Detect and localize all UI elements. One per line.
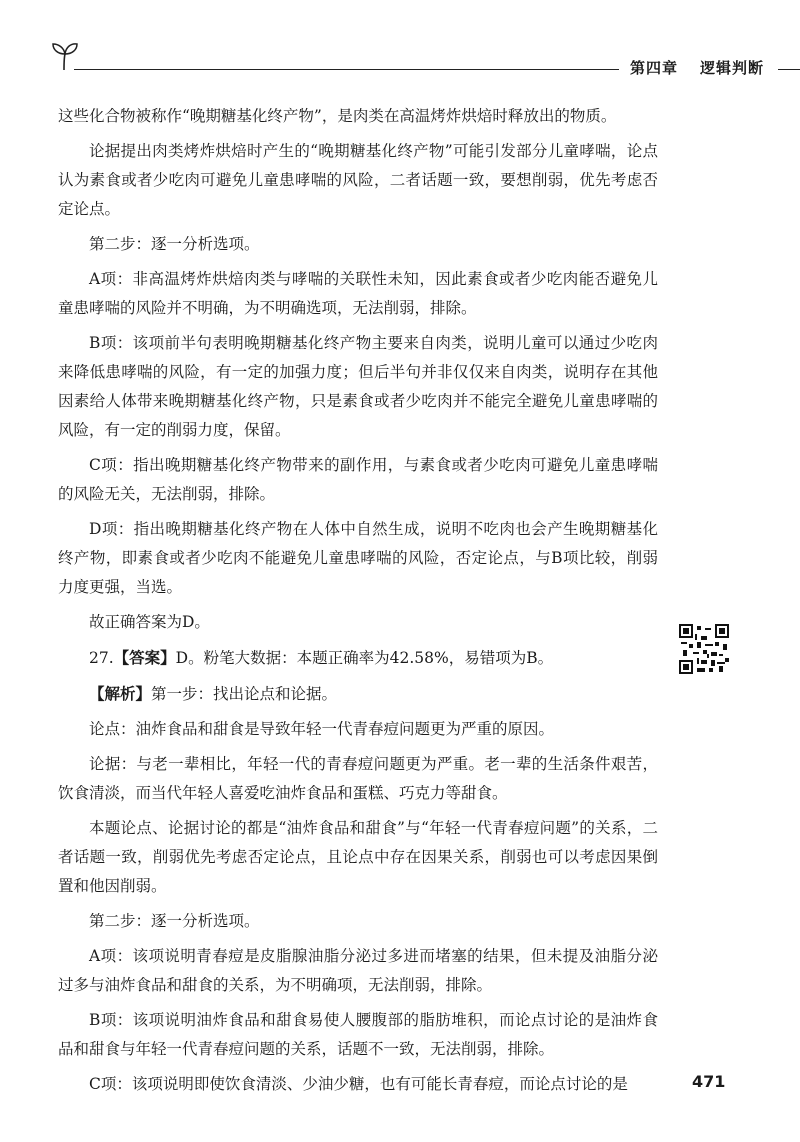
paragraph: 这些化合物被称作“晚期糖基化终产物”，是肉类在高温烤炸烘焙时释放出的物质。: [58, 107, 617, 125]
option-c-paragraph: C项：指出晚期糖基化终产物带来的副作用，与素食或者少吃肉可避免儿童患哮喘的风险无关，无法削弱，排除。: [58, 456, 658, 503]
page-number: 471: [692, 1072, 726, 1091]
page-body: [58, 102, 658, 1105]
paragraph: 第二步：逐一分析选项。: [89, 912, 260, 930]
question-number: 27.: [89, 649, 114, 667]
option-b-paragraph: B项：该项前半句表明晚期糖基化终产物主要来自肉类，说明儿童可以通过少吃肉来降低患哮喘的风险，有一定的加强力度；但后半句并非仅仅来自肉类，说明存在其他因素给人体带来晚期糖基化终产物，只是素食或者少吃肉并不能完全避免儿童患哮喘的风险，有一定的削弱力度，保留。: [58, 334, 658, 439]
answer-conclusion: 故正确答案为D。: [89, 613, 210, 631]
qr-code-icon: [679, 624, 729, 674]
paragraph: 论点：油炸食品和甜食是导致年轻一代青春痘问题更为严重的原因。: [89, 720, 555, 738]
option-a-paragraph: A项：非高温烤炸烘焙肉类与哮喘的关联性未知，因此素食或者少吃肉能否避免儿童患哮喘的风险并不明确，为不明确选项，无法削弱，排除。: [58, 270, 658, 317]
option-a-paragraph: A项：该项说明青春痘是皮脂腺油脂分泌过多进而堵塞的结果，但未提及油脂分泌过多与油炸食品和甜食的关系，为不明确项，无法削弱，排除。: [58, 947, 658, 994]
paragraph: 论据：与老一辈相比，年轻一代的青春痘问题更为严重。老一辈的生活条件艰苦，饮食清淡，而当代年轻人喜爱吃油炸食品和蛋糕、巧克力等甜食。: [58, 755, 658, 802]
paragraph: 论据提出肉类烤炸烘焙时产生的“晚期糖基化终产物”可能引发部分儿童哮喘，论点认为素食或者少吃肉可避免儿童患哮喘的风险，二者话题一致，要想削弱，优先考虑否定论点。: [58, 142, 658, 218]
header-rule-right: [778, 69, 800, 70]
paragraph: 第二步：逐一分析选项。: [89, 235, 260, 253]
sprout-icon: [50, 40, 80, 72]
paragraph: 本题论点、论据讨论的都是“油炸食品和甜食”与“年轻一代青春痘问题”的关系，二者话题一致，削弱优先考虑否定论点，且论点中存在因果关系，削弱也可以考虑因果倒置和他因削弱。: [58, 819, 658, 895]
section-title: 逻辑判断: [700, 59, 765, 77]
analysis-text: 第一步：找出论点和论据。: [151, 685, 338, 703]
page-header: [40, 40, 790, 80]
answer-label: 【答案】: [113, 648, 176, 667]
chapter-title: 第四章: [630, 59, 679, 77]
option-d-paragraph: D项：指出晚期糖基化终产物在人体中自然生成，说明不吃肉也会产生晚期糖基化终产物，即素食或者少吃肉不能避免儿童患哮喘的风险，否定论点，与B项比较，削弱力度更强，当选。: [58, 520, 658, 596]
analysis-label: 【解析】: [89, 684, 152, 703]
option-b-paragraph: B项：该项说明油炸食品和甜食易使人腰腹部的脂肪堆积，而论点讨论的是油炸食品和甜食与年轻一代青春痘问题的关系，话题不一致，无法削弱，排除。: [58, 1011, 658, 1058]
analysis-line: [58, 679, 658, 709]
answer-line: [58, 643, 658, 673]
option-c-paragraph: C项：该项说明即使饮食清淡、少油少糖，也有可能长青春痘，而论点讨论的是: [89, 1075, 628, 1093]
header-rule-left: [74, 69, 619, 70]
answer-text: D。粉笔大数据：本题正确率为42.58%，易错项为B。: [175, 649, 554, 667]
